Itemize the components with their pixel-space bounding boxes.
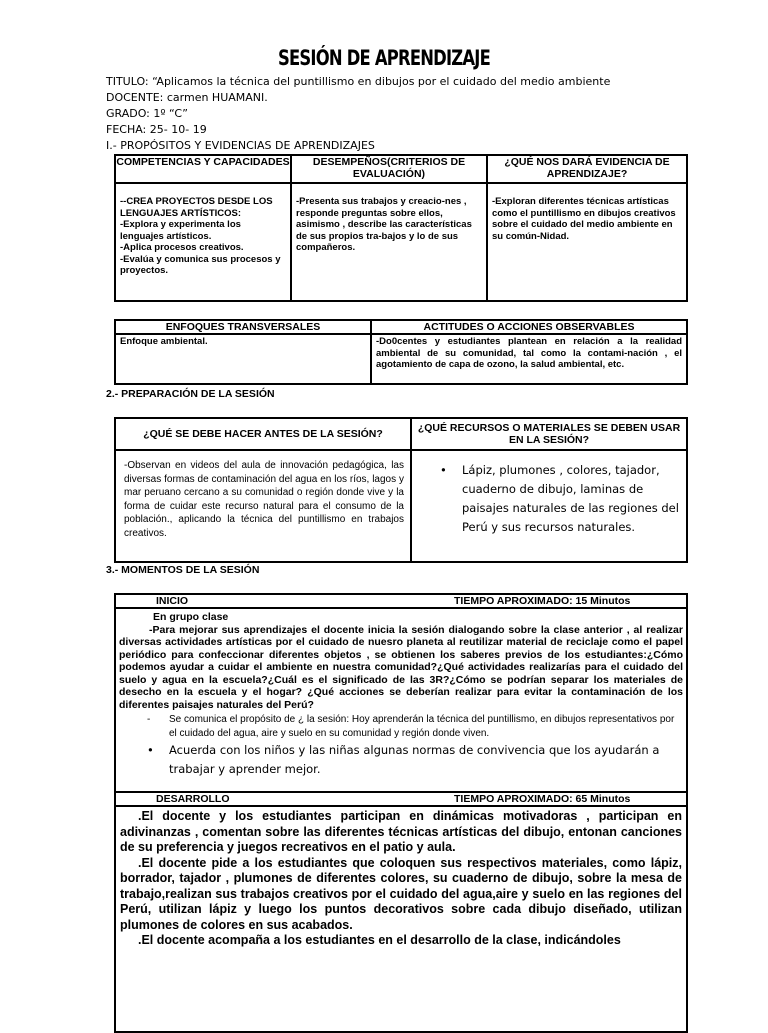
col-header-evidencia: ¿QUÉ NOS DARÁ EVIDENCIA DE APRENDIZAJE? <box>487 155 687 183</box>
header-fecha: FECHA: 25- 10- 19 <box>106 123 207 136</box>
dash-icon: - <box>147 714 151 725</box>
desarrollo-p3: .El docente acompaña a los estudiantes en el desarrollo de la clase, indicándoles <box>138 933 621 947</box>
normas-item <box>119 741 683 779</box>
desempenos-cell: -Presenta sus trabajos y creacio-nes , responde preguntas sobre ellos, asimismo , describe las características de sus propios tra-bajos y lo de sus compañeros. <box>291 183 487 301</box>
enfoques-table <box>114 319 688 385</box>
desarrollo-p2: .El docente pide a los estudiantes que coloquen sus respectivos materiales, como lápiz, borrador, tajador , plumones de diferentes colores, su cuaderno de dibujo, sobre la mesa de trabajo,realizan sus trabajos creativos por el cuidado del agua,aire y suelo en las regiones del Perú, utilizan lápiz y luego los puntos decorativos sobre cada dibujo diseñado, utilizan plumones de colores en sus acabados. <box>120 855 682 932</box>
enfoque-cell: Enfoque ambiental. <box>115 334 371 384</box>
desarrollo-header-row <box>115 792 687 806</box>
evidencia-cell: -Exploran diferentes técnicas artísticas como el puntillismo en dibujos creativos sobre el cuidado del medio ambiente en su común-Nidad. <box>487 183 687 301</box>
header-titulo: TITULO: “Aplicamos la técnica del puntillismo en dibujos por el cuidado del medio ambiente <box>106 75 611 88</box>
momentos-table <box>114 593 688 1033</box>
col-header-recursos: ¿QUÉ RECURSOS O MATERIALES SE DEBEN USAR EN LA SESIÓN? <box>411 418 687 450</box>
section-2-heading: 2.- PREPARACIÓN DE LA SESIÓN <box>106 388 275 400</box>
proposito-text: Se comunica el propósito de ¿ la sesión: Hoy aprenderán la técnica del puntillismo, en dibujos representativos por el cuidado del agua, aire y suelo en su comunidad y región donde viven. <box>169 714 675 739</box>
inicio-label: INICIO <box>156 595 189 607</box>
page-title: SESIÓN DE APRENDIZAJE <box>277 46 491 70</box>
col-header-enfoques: ENFOQUES TRANSVERSALES <box>115 320 371 334</box>
recursos-bullet <box>440 461 680 537</box>
inicio-body <box>115 608 687 792</box>
col-header-desempenos: DESEMPEÑOS(CRITERIOS DE EVALUACIÓN) <box>291 155 487 183</box>
col-header-actitudes: ACTITUDES O ACCIONES OBSERVABLES <box>371 320 687 334</box>
section-1-heading: I.- PROPÓSITOS Y EVIDENCIAS DE APRENDIZAJES <box>106 139 375 152</box>
desarrollo-p1: .El docente y los estudiantes participan en dinámicas motivadoras , participan en adivinanzas , comentan sobre las diferentes técnicas artísticas del dibujo, entonan canciones de su preferencia y juegos recreativos en el patio y aula. <box>120 809 682 854</box>
inicio-time: TIEMPO APROXIMADO: 15 Minutos <box>454 595 631 607</box>
propositos-table <box>114 154 688 302</box>
actitudes-cell: -Do0centes y estudiantes plantean en relación a la realidad ambiental de su comunidad, tal como la contami-nación , el agotamiento de capa de ozono, la salud ambiental, etc. <box>371 334 687 384</box>
antes-cell: -Observan en videos del aula de innovación pedagógica, las diversas formas de contaminación del agua en los ríos, lagos y mar peruano cercano a su comunidad o región donde vive y la forma de cuidar este recurso natural para el consumo de la población., aplicando la técnica del puntillismo en trabajos creativos. <box>115 450 411 562</box>
normas-text: Acuerda con los niños y las niñas algunas normas de convivencia que los ayudarán a trabajar y aprender mejor. <box>169 743 660 776</box>
bullet-icon: • <box>440 463 447 477</box>
header-docente: DOCENTE: carmen HUAMANI. <box>106 91 268 104</box>
desarrollo-time: TIEMPO APROXIMADO: 65 Minutos <box>454 793 631 805</box>
proposito-item <box>119 713 683 741</box>
col-header-competencias: COMPETENCIAS Y CAPACIDADES <box>115 155 291 183</box>
desarrollo-label: DESARROLLO <box>156 793 230 805</box>
competencias-cell: --CREA PROYECTOS DESDE LOS LENGUAJES ARTÍSTICOS: -Explora y experimenta los lenguajes artísticos. -Aplica procesos creativos. -Evalúa y comunica sus procesos y proyectos. <box>115 183 291 301</box>
bullet-icon: • <box>147 743 154 757</box>
preparacion-table <box>114 417 688 563</box>
grupo-clase: En grupo clase <box>153 611 229 623</box>
inicio-header-row <box>115 594 687 608</box>
inicio-paragraph: -Para mejorar sus aprendizajes el docente inicia la sesión dialogando sobre la clase anterior , al realizar diversas actividades artísticas por el cuidado de nuesro planeta al reutilizar material de reciclaje como el papel periódico para confeccionar diferentes objetos , se obtienen los saberes previos de los estudiantes:¿Cómo podemos ayudar a cuidar el ambiente en nuestra comunidad?¿Qué actividades realizarías para el cuidado del suelo y agua en la escuela?¿Cuál es el significado de las 3R?¿Cómo se podrían separar los materiales de desecho en la escuela y el hogar? ¿Qué acciones se deberían realizar para evitar la contaminación de los diferentes paisajes naturales del Perú? <box>119 623 683 711</box>
recursos-cell <box>411 450 687 562</box>
desarrollo-body <box>115 806 687 1032</box>
header-grado: GRADO: 1º “C” <box>106 107 188 120</box>
section-3-heading: 3.- MOMENTOS DE LA SESIÓN <box>106 564 260 576</box>
recursos-text: Lápiz, plumones , colores, tajador, cuaderno de dibujo, laminas de paisajes naturales de las regiones del Perú y sus recursos naturales. <box>462 463 679 534</box>
col-header-antes: ¿QUÉ SE DEBE HACER ANTES DE LA SESIÓN? <box>115 418 411 450</box>
